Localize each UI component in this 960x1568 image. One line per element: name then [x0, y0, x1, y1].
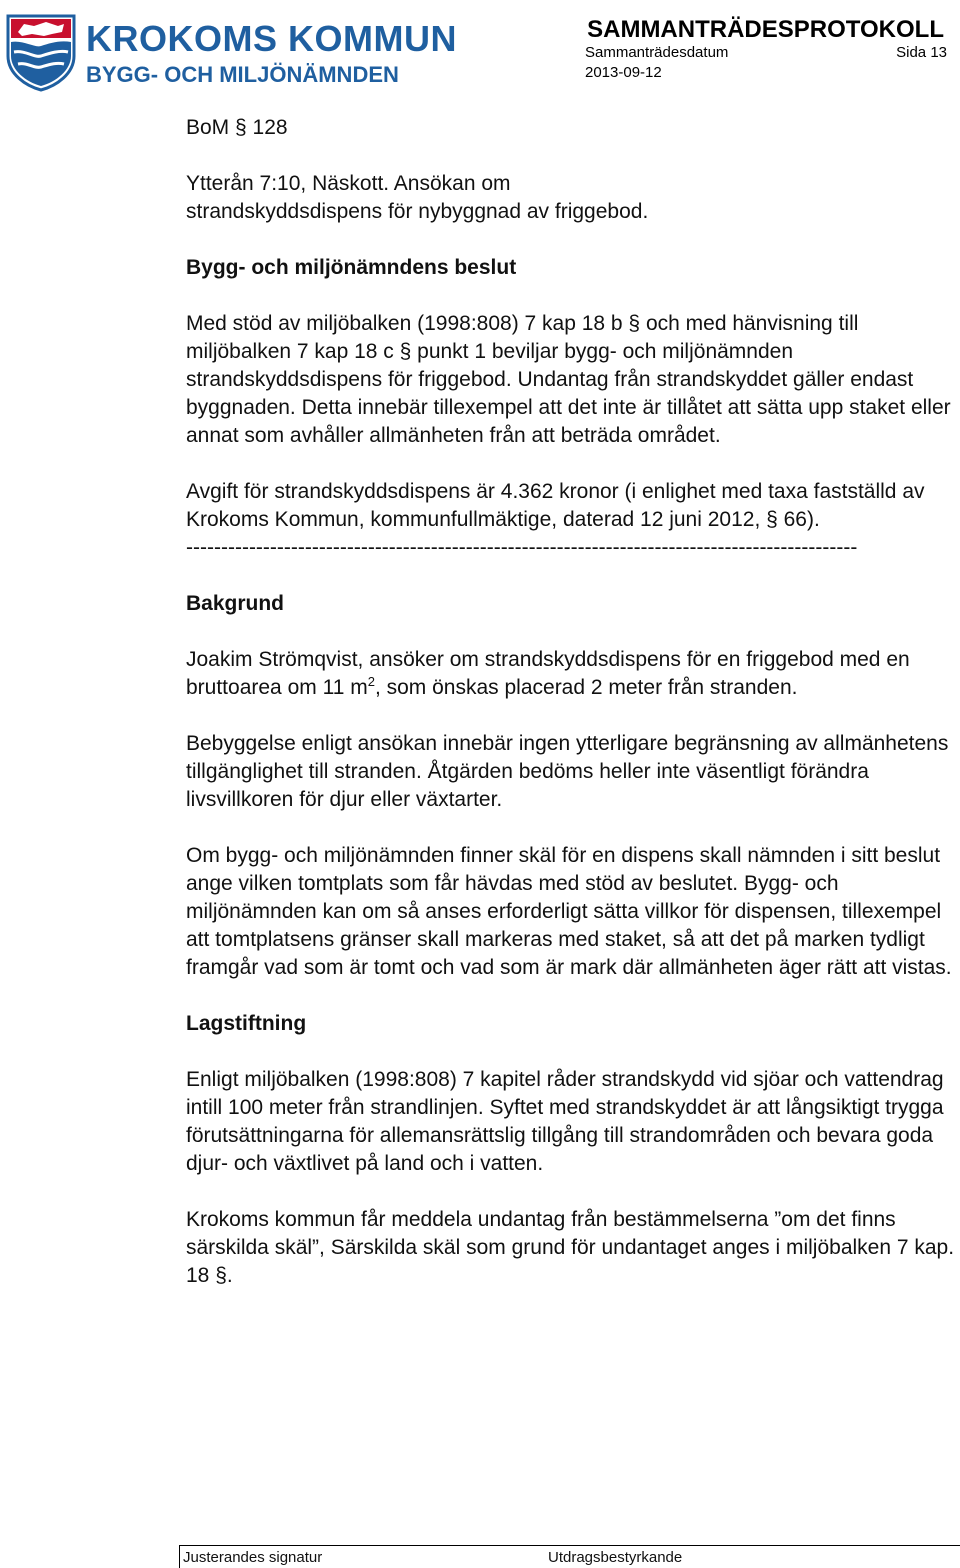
org-subtitle: BYGG- OCH MILJÖNÄMNDEN	[86, 62, 399, 87]
background-heading: Bakgrund	[186, 592, 285, 615]
legislation-paragraph-2: Krokoms kommun får meddela undantag från bestämmelserna ”om det finns särskilda skäl”, Särskilda skäl som grund för undantaget anges i miljöbalken 7 kap. 18 §.	[186, 1208, 955, 1287]
legislation-heading: Lagstiftning	[186, 1012, 307, 1035]
meeting-date-label: Sammanträdesdatum	[585, 44, 729, 61]
meeting-date: 2013-09-12	[585, 64, 662, 81]
legislation-paragraph-1: Enligt miljöbalken (1998:808) 7 kapitel råder strandskydd vid sjöar och vattendrag intill 100 meter från strandlinjen. Syftet med strandskyddet är att långsiktigt trygga förutsättningarna för allemansrättslig tillgång till strandområden och bevara goda djur- och växtlivet på land och i vatten.	[186, 1068, 944, 1175]
decision-paragraph-2: Avgift för strandskyddsdispens är 4.362 kronor (i enlighet med taxa fastställd av Krokoms Kommun, kommunfullmäktige, daterad 12 juni 2012, § 66).	[186, 480, 925, 531]
case-title-line-1: Ytterån 7:10, Näskott. Ansökan om	[186, 172, 511, 195]
background-p1-text-end: , som önskas placerad 2 meter från stranden.	[374, 676, 798, 699]
background-paragraph-2: Bebyggelse enligt ansökan innebär ingen ytterligare begränsning av allmänhetens tillgänglighet till stranden. Åtgärden bedöms heller inte väsentligt förändra livsvillkoren för djur eller växtarter.	[186, 732, 949, 811]
municipality-logo	[4, 12, 457, 94]
background-p1-text: Joakim Strömqvist, ansöker om strandskyddsdispens för en friggebod med en bruttoarea om 11 m	[186, 648, 910, 699]
background-paragraph-1	[186, 646, 956, 702]
page-number: Sida 13	[896, 44, 947, 61]
case-title-line-2: strandskyddsdispens för nybyggnad av friggebod.	[186, 200, 649, 223]
footer	[179, 1545, 960, 1568]
extract-label: Utdragsbestyrkande	[548, 1549, 683, 1566]
section-separator: ------------------------------------------------------------------------------------------------	[186, 536, 858, 559]
document-body	[186, 114, 956, 1290]
signature-label: Justerandes signatur	[183, 1549, 323, 1566]
coat-of-arms-icon	[4, 12, 78, 92]
decision-heading: Bygg- och miljönämndens beslut	[186, 256, 517, 279]
case-number: BoM § 128	[186, 116, 288, 139]
decision-paragraph-1: Med stöd av miljöbalken (1998:808) 7 kap 18 b § och med hänvisning till miljöbalken 7 kap 18 c § punkt 1 beviljar bygg- och miljönämnden strandskyddsdispens för friggebod. Undantag från strandskyddet gäller endast byggnaden. Detta innebär tillexempel att det inte är tillåtet att sätta upp staket eller annat som avhåller allmänheten från att beträda området.	[186, 312, 951, 447]
superscript-exponent: 2	[367, 674, 375, 689]
document-title: SAMMANTRÄDESPROTOKOLL	[587, 16, 944, 43]
footer-divider	[179, 1545, 180, 1568]
org-name: KROKOMS KOMMUN	[86, 18, 457, 59]
background-paragraph-3: Om bygg- och miljönämnden finner skäl för en dispens skall nämnden i sitt beslut ange vilken tomtplats som får hävdas med stöd av beslutet. Bygg- och miljönämnden kan om så anses erforderligt sätta villkor för dispensen, tillexempel att tomtplatsens gränser skall markeras med staket, så att det på marken tydligt framgår vad som är tomt och vad som är mark där allmänheten äger rätt att vistas.	[186, 844, 952, 979]
footer-rule	[179, 1545, 960, 1546]
